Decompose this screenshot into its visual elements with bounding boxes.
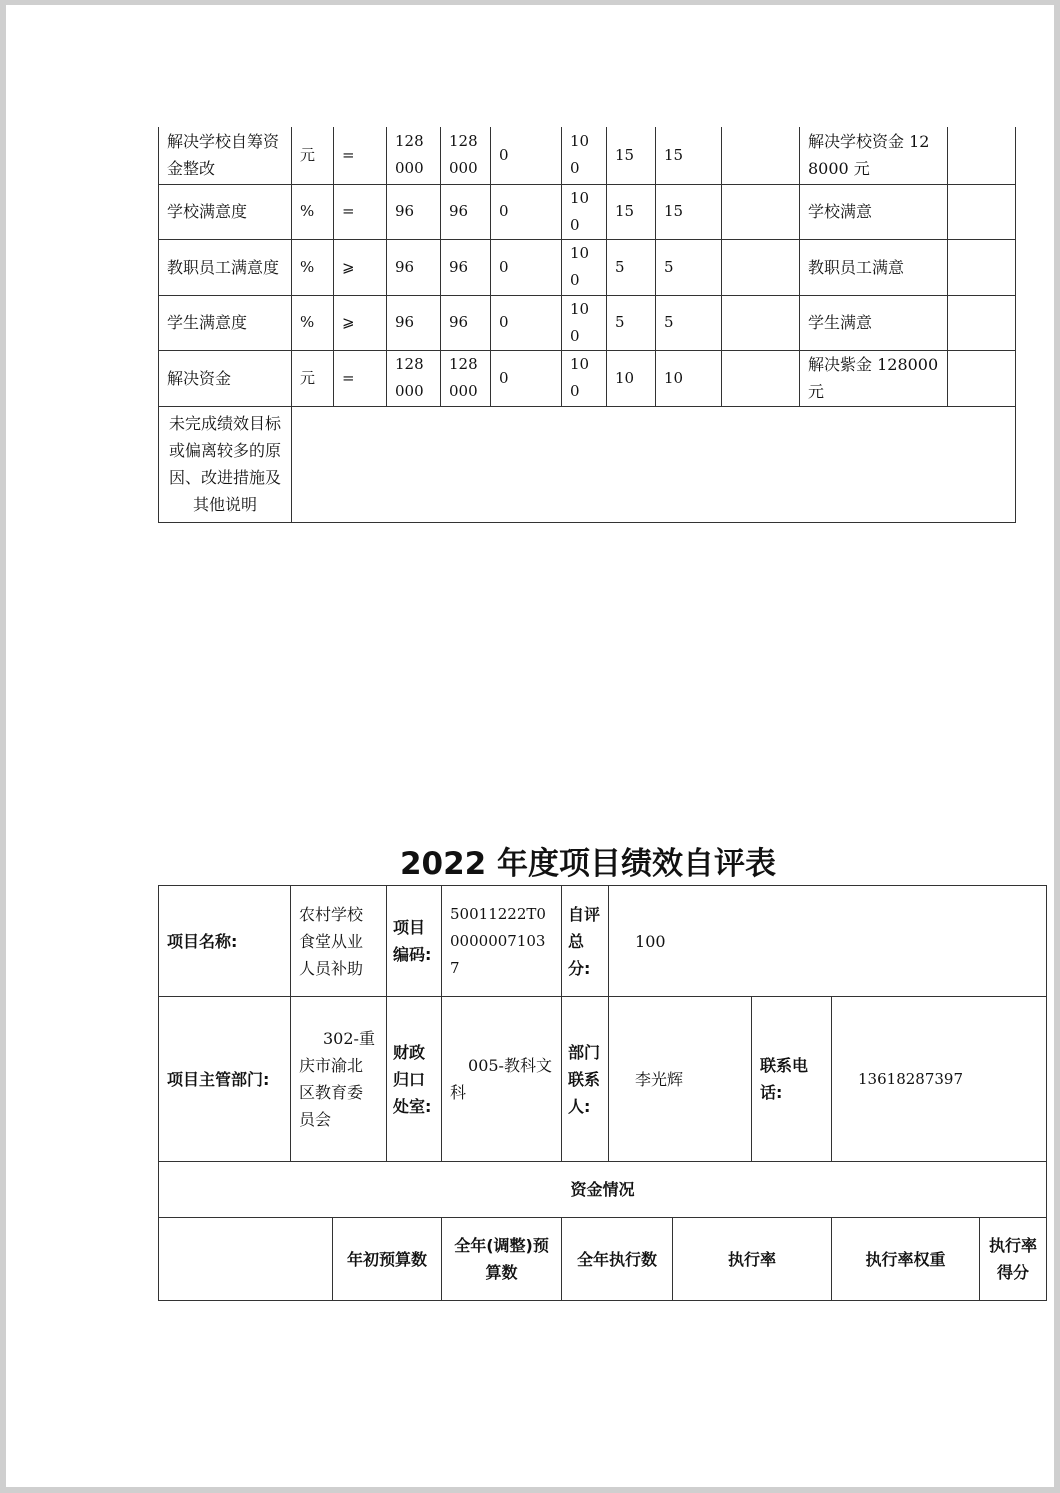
indicator-weight-cell: 15 bbox=[607, 184, 656, 239]
header-executed: 全年执行数 bbox=[562, 1218, 673, 1301]
indicator-blank-cell bbox=[722, 295, 800, 350]
indicator-dev-cell: 0 bbox=[491, 295, 562, 350]
indicator-unit-cell: % bbox=[292, 239, 334, 295]
indicator-actual-cell: 96 bbox=[441, 295, 491, 350]
dept-label: 项目主管部门: bbox=[159, 997, 291, 1162]
indicator-op-cell: ⩾ bbox=[334, 239, 387, 295]
indicator-blank-cell bbox=[722, 350, 800, 406]
funds-section-title: 资金情况 bbox=[159, 1162, 1047, 1218]
indicator-blank-cell bbox=[722, 239, 800, 295]
indicator-target-cell: 96 bbox=[387, 239, 441, 295]
indicator-name-cell: 学生满意度 bbox=[159, 295, 292, 350]
self-score-value: 100 bbox=[609, 886, 1047, 997]
header-exec-rate: 执行率 bbox=[673, 1218, 832, 1301]
header-exec-weight: 执行率权重 bbox=[832, 1218, 980, 1301]
finance-label: 财政归口处室: bbox=[387, 997, 442, 1162]
indicator-remark-cell: 学校满意 bbox=[800, 184, 948, 239]
indicator-weight-cell: 15 bbox=[607, 127, 656, 184]
page-title: 2022 年度项目绩效自评表 bbox=[399, 846, 777, 882]
indicator-dev-cell: 0 bbox=[491, 184, 562, 239]
indicator-row bbox=[159, 295, 1016, 350]
project-name-row bbox=[159, 886, 1047, 997]
indicator-last-cell bbox=[948, 239, 1016, 295]
indicator-row bbox=[159, 127, 1016, 184]
indicator-actual-cell: 96 bbox=[441, 239, 491, 295]
note-row bbox=[159, 406, 1016, 522]
project-info-table bbox=[158, 885, 1047, 1301]
indicator-table bbox=[158, 127, 1016, 523]
indicator-row bbox=[159, 239, 1016, 295]
indicator-blank-cell bbox=[722, 127, 800, 184]
phone-value: 13618287397 bbox=[832, 997, 1047, 1162]
funds-title-row bbox=[159, 1162, 1047, 1218]
header-initial-budget: 年初预算数 bbox=[333, 1218, 442, 1301]
note-label: 未完成绩效目标或偏离较多的原因、改进措施及其他说明 bbox=[159, 406, 292, 522]
indicator-unit-cell: % bbox=[292, 184, 334, 239]
indicator-remark-cell: 解决紫金 128000 元 bbox=[800, 350, 948, 406]
indicator-rate-cell: 100 bbox=[562, 350, 607, 406]
indicator-rate-cell: 100 bbox=[562, 184, 607, 239]
indicator-last-cell bbox=[948, 295, 1016, 350]
indicator-actual-cell: 96 bbox=[441, 184, 491, 239]
department-row bbox=[159, 997, 1047, 1162]
indicator-remark-cell: 教职员工满意 bbox=[800, 239, 948, 295]
indicator-target-cell: 96 bbox=[387, 184, 441, 239]
indicator-op-cell: ⩾ bbox=[334, 295, 387, 350]
indicator-weight-cell: 5 bbox=[607, 239, 656, 295]
indicator-rate-cell: 100 bbox=[562, 239, 607, 295]
indicator-last-cell bbox=[948, 184, 1016, 239]
indicator-remark-cell: 学生满意 bbox=[800, 295, 948, 350]
indicator-score-cell: 15 bbox=[656, 184, 722, 239]
funds-header-blank bbox=[159, 1218, 333, 1301]
phone-label: 联系电话: bbox=[752, 997, 832, 1162]
project-name-value: 农村学校食堂从业人员补助 bbox=[291, 886, 387, 997]
indicator-weight-cell: 5 bbox=[607, 295, 656, 350]
project-code-label: 项目编码: bbox=[387, 886, 442, 997]
indicator-actual-cell: 128000 bbox=[441, 350, 491, 406]
project-name-label: 项目名称: bbox=[159, 886, 291, 997]
indicator-op-cell: = bbox=[334, 184, 387, 239]
self-score-label: 自评总分: bbox=[562, 886, 609, 997]
funds-header-row bbox=[159, 1218, 1047, 1301]
note-value[interactable] bbox=[292, 406, 1016, 522]
indicator-unit-cell: 元 bbox=[292, 350, 334, 406]
indicator-target-cell: 96 bbox=[387, 295, 441, 350]
indicator-op-cell: = bbox=[334, 350, 387, 406]
header-adjusted-budget: 全年(调整)预算数 bbox=[442, 1218, 562, 1301]
indicator-dev-cell: 0 bbox=[491, 239, 562, 295]
indicator-name-cell: 解决资金 bbox=[159, 350, 292, 406]
dept-value: 302-重庆市渝北区教育委员会 bbox=[291, 997, 387, 1162]
indicator-actual-cell: 128000 bbox=[441, 127, 491, 184]
indicator-remark-cell: 解决学校资金 128000 元 bbox=[800, 127, 948, 184]
indicator-row bbox=[159, 184, 1016, 239]
indicator-dev-cell: 0 bbox=[491, 127, 562, 184]
indicator-dev-cell: 0 bbox=[491, 350, 562, 406]
finance-value: 005-教科文科 bbox=[442, 997, 562, 1162]
indicator-op-cell: = bbox=[334, 127, 387, 184]
indicator-row bbox=[159, 350, 1016, 406]
indicator-blank-cell bbox=[722, 184, 800, 239]
indicator-target-cell: 128000 bbox=[387, 350, 441, 406]
indicator-unit-cell: 元 bbox=[292, 127, 334, 184]
contact-label: 部门联系人: bbox=[562, 997, 609, 1162]
indicator-name-cell: 学校满意度 bbox=[159, 184, 292, 239]
indicator-name-cell: 教职员工满意度 bbox=[159, 239, 292, 295]
indicator-score-cell: 5 bbox=[656, 239, 722, 295]
indicator-weight-cell: 10 bbox=[607, 350, 656, 406]
indicator-last-cell bbox=[948, 350, 1016, 406]
contact-value: 李光辉 bbox=[609, 997, 752, 1162]
indicator-rate-cell: 100 bbox=[562, 295, 607, 350]
indicator-target-cell: 128000 bbox=[387, 127, 441, 184]
header-exec-score: 执行率得分 bbox=[980, 1218, 1047, 1301]
indicator-rate-cell: 100 bbox=[562, 127, 607, 184]
indicator-score-cell: 5 bbox=[656, 295, 722, 350]
indicator-last-cell bbox=[948, 127, 1016, 184]
indicator-score-cell: 15 bbox=[656, 127, 722, 184]
project-code-value: 50011222T000000071037 bbox=[442, 886, 562, 997]
indicator-score-cell: 10 bbox=[656, 350, 722, 406]
indicator-unit-cell: % bbox=[292, 295, 334, 350]
indicator-name-cell: 解决学校自筹资金整改 bbox=[159, 127, 292, 184]
